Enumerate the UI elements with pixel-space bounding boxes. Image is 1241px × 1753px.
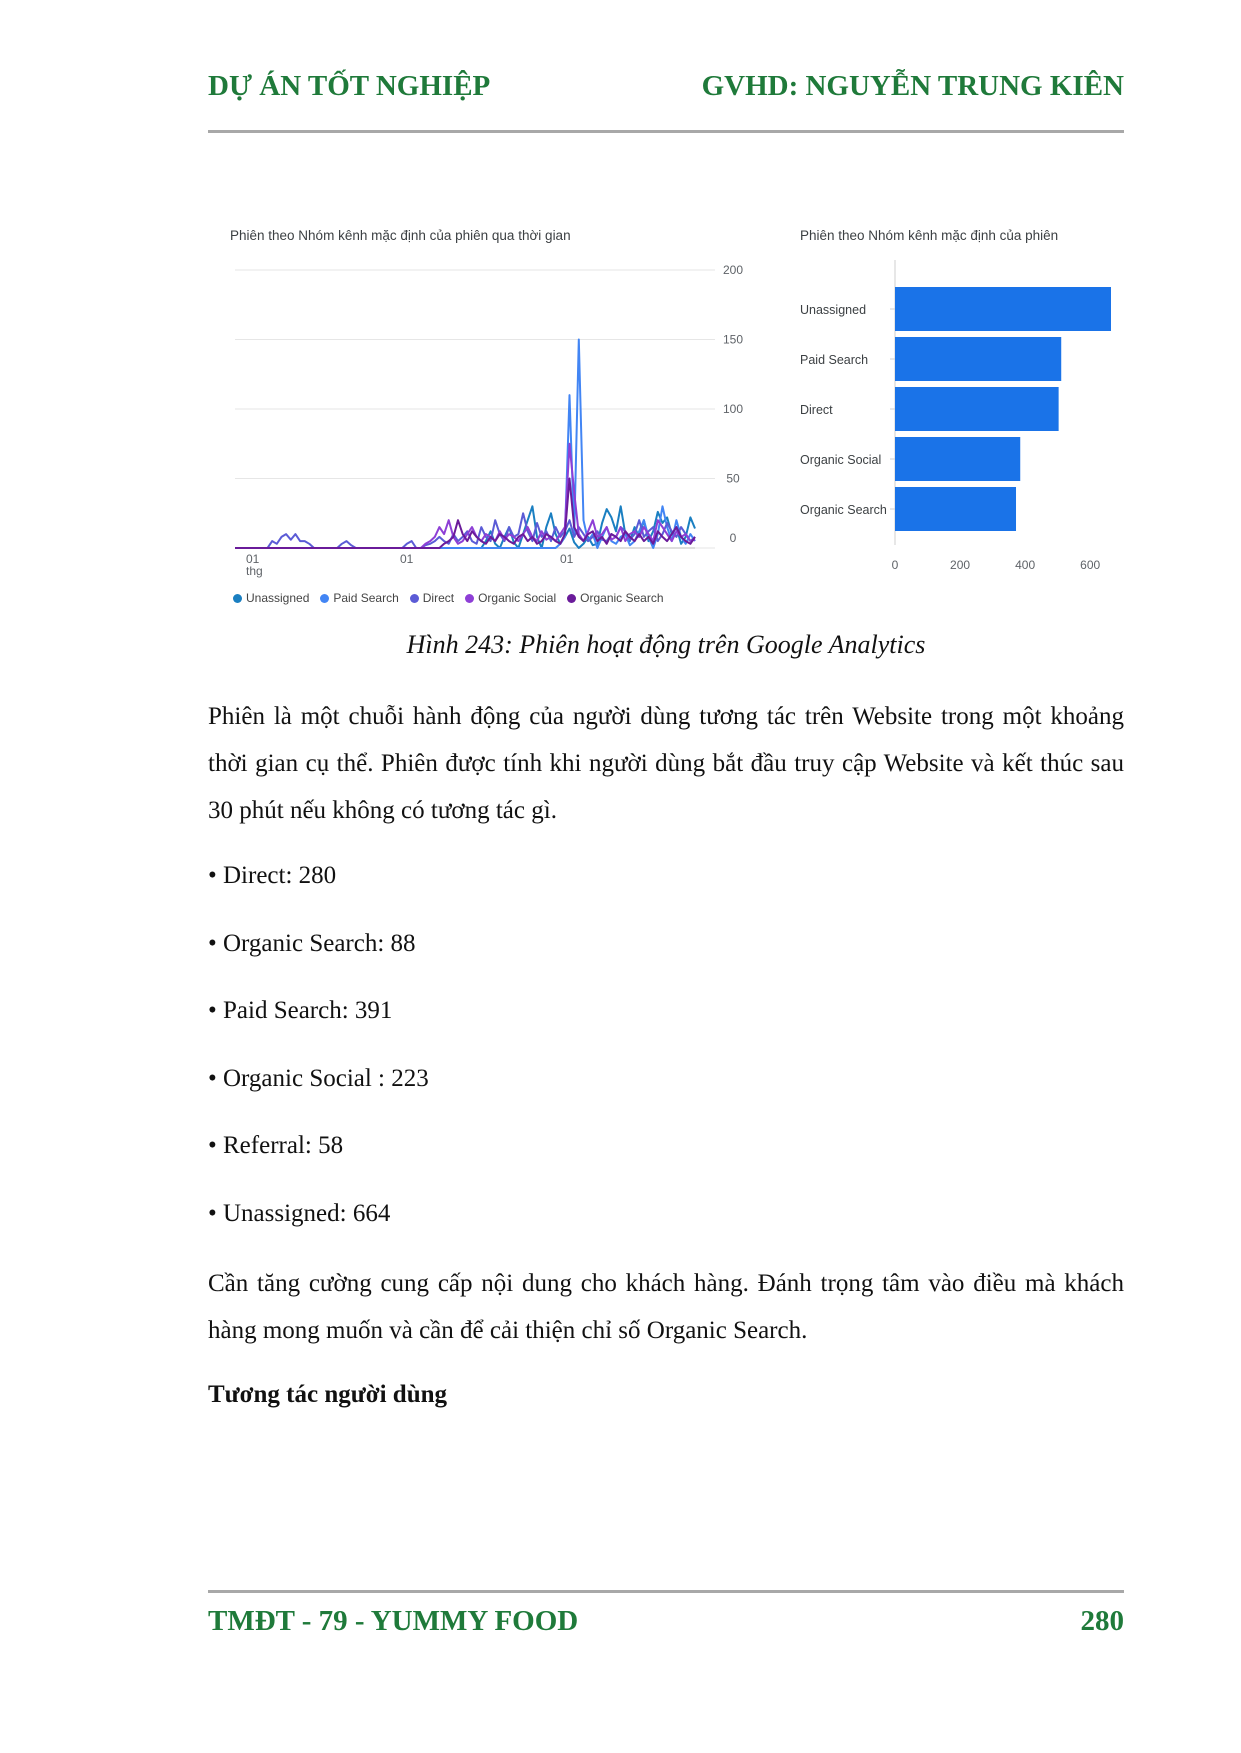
page-number: 280: [1080, 1605, 1124, 1637]
legend-item: [320, 591, 398, 605]
y-tick-label: 200: [722, 263, 744, 277]
line-chart-legend: [233, 591, 675, 605]
y-tick-label: 100: [722, 402, 744, 416]
legend-label: Unassigned: [246, 591, 310, 605]
figure-caption: Hình 243: Phiên hoạt động trên Google Analytics: [406, 630, 926, 659]
section-heading: Tương tác người dùng: [208, 1381, 448, 1408]
bar-category-label: Unassigned: [800, 303, 867, 317]
legend-swatch: [320, 594, 329, 603]
legend-label: Direct: [422, 591, 455, 605]
series-line-paid-search: [235, 340, 695, 549]
y-tick-label: 150: [722, 332, 744, 347]
legend-item: [233, 591, 309, 605]
bullet-direct: • Direct: 280: [208, 862, 337, 889]
bar-paid-search: [895, 337, 1061, 381]
header-project-title: DỰ ÁN TỐT NGHIỆP: [208, 70, 491, 102]
paragraph-recommendation: Cần tăng cường cung cấp nội dung cho khách hàng. Đánh trọng tâm vào điều mà khách hàng mong muốn và cần để cải thiện chỉ số Organic Search.: [208, 1270, 1124, 1344]
page-footer: [208, 1605, 1124, 1645]
line-chart: [225, 255, 745, 585]
bar-organic-social: [895, 437, 1020, 481]
x-tick-label: 0: [891, 558, 899, 572]
footer-rule: [208, 1590, 1124, 1593]
footer-project-name: TMĐT - 79 - YUMMY FOOD: [208, 1605, 579, 1637]
bar-category-label: Direct: [800, 403, 833, 417]
bullet-referral: • Referral: 58: [208, 1132, 344, 1159]
x-tick-label: 01: [400, 552, 414, 566]
legend-label: Paid Search: [333, 591, 399, 605]
y-tick-label: 0: [729, 531, 737, 545]
bullet-organic-social: • Organic Social : 223: [208, 1065, 429, 1092]
legend-item: [410, 591, 454, 605]
legend-label: Organic Social: [478, 591, 557, 605]
bar-chart-title: Phiên theo Nhóm kênh mặc định của phiên: [800, 228, 1059, 243]
bar-category-label: Organic Social: [800, 453, 882, 467]
legend-label: Organic Search: [580, 591, 664, 605]
legend-swatch: [410, 594, 419, 603]
x-tick-label: 600: [1080, 558, 1101, 572]
line-chart-title: Phiên theo Nhóm kênh mặc định của phiên qua thời gian: [230, 228, 571, 243]
bar-category-label: Paid Search: [800, 353, 869, 367]
x-tick-label: 400: [1015, 558, 1036, 572]
x-tick-label: 01: [560, 552, 574, 566]
header-rule: [208, 130, 1124, 133]
bullet-paid-search: • Paid Search: 391: [208, 997, 393, 1024]
bullet-organic-search: • Organic Search: 88: [208, 930, 416, 957]
bar-unassigned: [895, 287, 1111, 331]
x-tick-label: 01: [246, 552, 260, 566]
bullet-unassigned: • Unassigned: 664: [208, 1200, 391, 1227]
legend-swatch: [233, 594, 242, 603]
legend-swatch: [465, 594, 474, 603]
bar-direct: [895, 387, 1059, 431]
legend-item: [567, 591, 663, 605]
bar-category-label: Organic Search: [800, 503, 887, 517]
x-tick-sublabel: thg: [246, 564, 263, 578]
legend-item: [465, 591, 556, 605]
bar-organic-search: [895, 487, 1016, 531]
bar-chart: [790, 255, 1130, 585]
y-tick-label: 50: [726, 471, 740, 486]
legend-swatch: [567, 594, 576, 603]
x-tick-label: 200: [950, 558, 971, 572]
paragraph-sessions-definition: Phiên là một chuỗi hành động của người dùng tương tác trên Website trong một khoảng thời gian cụ thể. Phiên được tính khi người dùng bắt đầu truy cập Website và kết thúc sau 30 phút nếu không có tương tác gì.: [208, 703, 1124, 824]
page-header: [208, 70, 1124, 110]
header-supervisor: GVHD: NGUYỄN TRUNG KIÊN: [701, 70, 1124, 102]
